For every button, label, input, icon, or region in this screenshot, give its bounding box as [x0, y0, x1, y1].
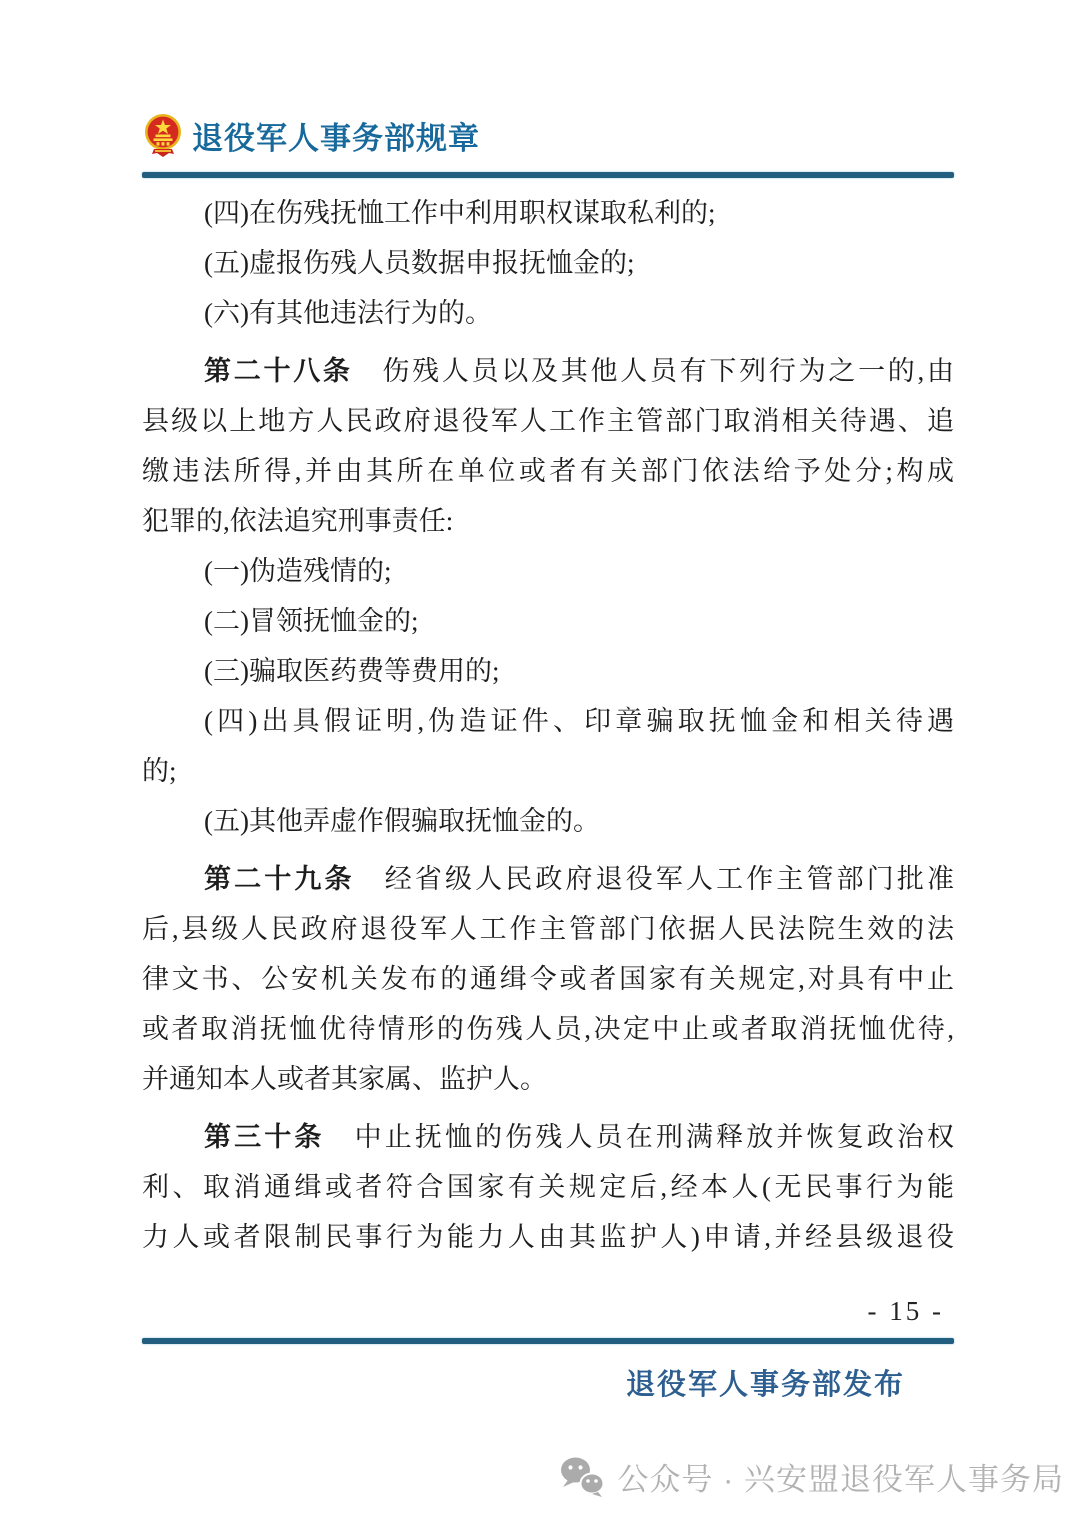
body-line: [142, 1004, 954, 1054]
line-text: (五)其他弄虚作假骗取抚恤金的。: [204, 806, 600, 836]
line-text: (二)冒领抚恤金的;: [204, 606, 419, 636]
national-emblem-icon: [144, 112, 182, 158]
body-line: [142, 596, 954, 646]
body-line: [142, 746, 954, 796]
header-rule: [142, 172, 954, 178]
page-title: 退役军人事务部规章: [192, 120, 480, 156]
body-line: [142, 904, 954, 954]
body-line: [142, 696, 954, 746]
line-text: 力人或者限制民事行为能力人由其监护人)申请,并经县级退役: [142, 1222, 954, 1252]
body-line: [142, 1162, 954, 1212]
line-text: 后,县级人民政府退役军人工作主管部门依据人民法院生效的法: [142, 914, 954, 944]
body-line: [142, 854, 954, 904]
body-line: [142, 1212, 954, 1262]
body-line: [142, 546, 954, 596]
watermark-label: 公众号 · 兴安盟退役军人事务局: [617, 1462, 1064, 1497]
line-text: 经省级人民政府退役军人工作主管部门批准: [354, 864, 954, 894]
line-text: (一)伪造残情的;: [204, 556, 392, 586]
watermark: [559, 1454, 1064, 1499]
document-body: [142, 188, 954, 1262]
body-line: [142, 288, 954, 338]
line-text: (六)有其他违法行为的。: [204, 298, 492, 328]
line-text: 犯罪的,依法追究刑事责任:: [142, 506, 454, 536]
line-text: 律文书、公安机关发布的通缉令或者国家有关规定,对具有中止: [142, 964, 954, 994]
body-line: [142, 446, 954, 496]
article-number: 第三十条: [204, 1122, 325, 1152]
wechat-icon: [559, 1456, 605, 1498]
line-text: (四)出具假证明,伪造证件、印章骗取抚恤金和相关待遇: [204, 706, 954, 736]
footer-rule: [142, 1338, 954, 1344]
publisher-label: 退役军人事务部发布: [625, 1369, 905, 1401]
body-line: [142, 954, 954, 1004]
line-text: 的;: [142, 756, 177, 786]
body-line: [142, 796, 954, 846]
body-line: [142, 346, 954, 396]
line-text: 并通知本人或者其家属、监护人。: [142, 1064, 547, 1094]
body-line: [142, 238, 954, 288]
page-number: - 15 -: [867, 1296, 944, 1326]
line-text: (五)虚报伤残人员数据申报抚恤金的;: [204, 248, 635, 278]
body-line: [142, 396, 954, 446]
line-text: 中止抚恤的伤残人员在刑满释放并恢复政治权: [324, 1122, 954, 1152]
body-line: [142, 1112, 954, 1162]
line-text: 缴违法所得,并由其所在单位或者有关部门依法给予处分;构成: [142, 456, 954, 486]
line-text: 伤残人员以及其他人员有下列行为之一的,由: [352, 356, 955, 386]
article-number: 第二十八条: [204, 356, 353, 386]
line-text: (四)在伤残抚恤工作中利用职权谋取私利的;: [204, 198, 716, 228]
body-line: [142, 1054, 954, 1104]
line-text: (三)骗取医药费等费用的;: [204, 656, 500, 686]
article-number: 第二十九条: [204, 864, 355, 894]
body-line: [142, 188, 954, 238]
line-text: 县级以上地方人民政府退役军人工作主管部门取消相关待遇、追: [142, 406, 954, 436]
line-text: 利、取消通缉或者符合国家有关规定后,经本人(无民事行为能: [142, 1172, 954, 1202]
body-line: [142, 646, 954, 696]
line-text: 或者取消抚恤优待情形的伤残人员,决定中止或者取消抚恤优待,: [142, 1014, 954, 1044]
body-line: [142, 496, 954, 546]
page-header: [144, 108, 480, 162]
